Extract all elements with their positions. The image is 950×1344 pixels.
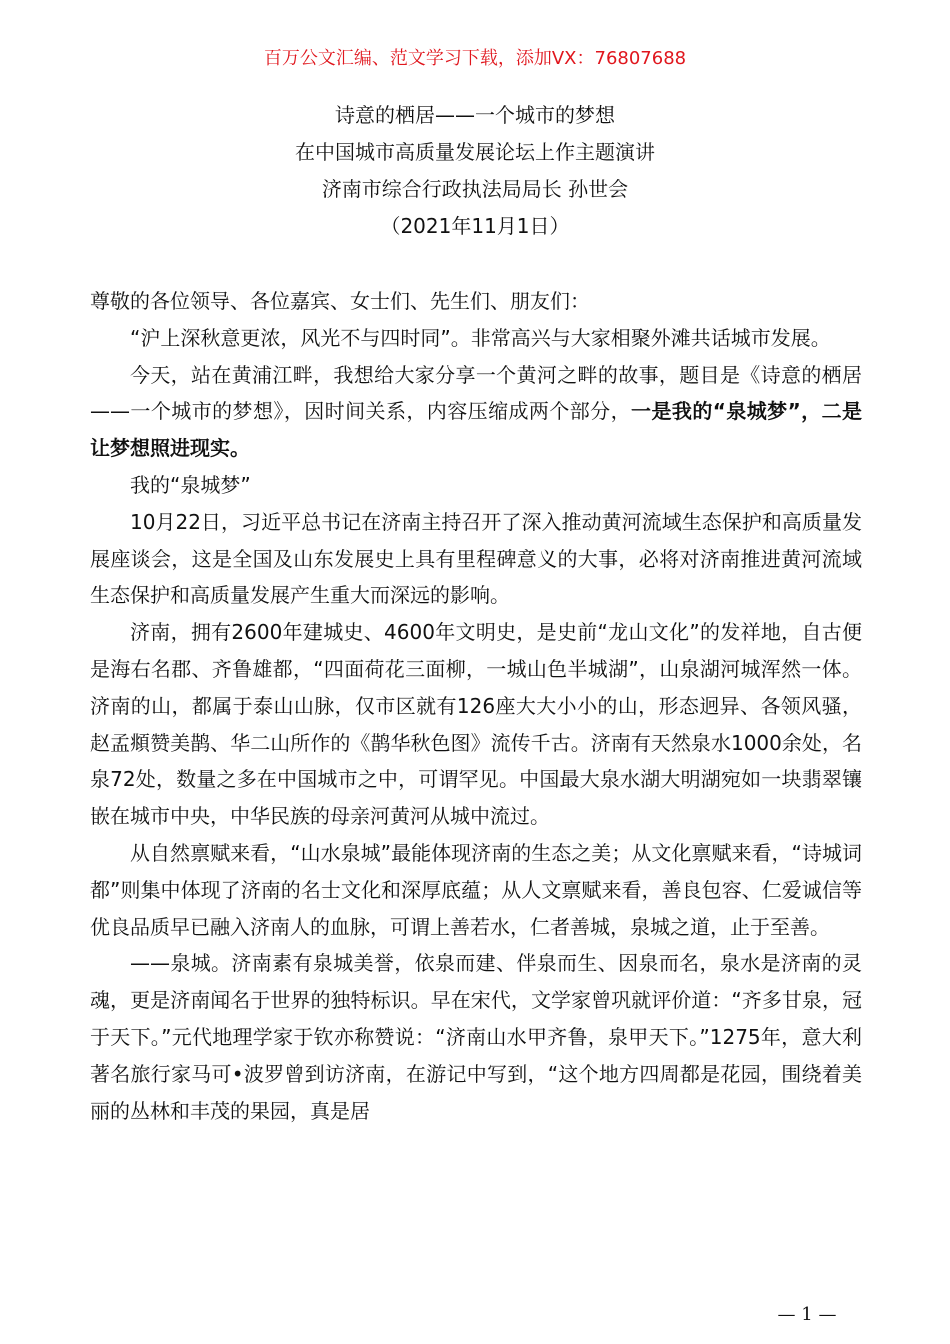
document-body — [90, 283, 862, 1129]
speech-date: （2021年11月1日） — [380, 214, 570, 238]
salutation: 尊敬的各位领导、各位嘉宾、女士们、先生们、朋友们： — [90, 289, 590, 313]
title-block — [0, 97, 950, 245]
paragraph-intro — [90, 357, 862, 467]
paragraph-opening: “沪上深秋意更浓，风光不与四时同”。非常高兴与大家相聚外滩共话城市发展。 — [130, 325, 831, 350]
section-heading: 我的“泉城梦” — [130, 472, 251, 497]
paragraph-jinan-history: 济南，拥有2600年建城史、4600年文明史，是史前“龙山文化”的发祥地，自古便是海右名郡、齐鲁雄都，“四面荷花三面柳，一城山色半城湖”，山泉湖河城浑然一体。济南的山，都属于泰山山脉，仅市区就有126座大大小小的山，形态迥异、各领风骚，赵孟頫赞美鹊、华二山所作的《鹊华秋色图》流传千古。济南有天然泉水1000余处，名泉72处，数量之多在中国城市之中，可谓罕见。中国最大泉水湖大明湖宛如一块翡翠镶嵌在城市中央，中华民族的母亲河黄河从城中流过。 — [90, 620, 862, 829]
paragraph-intro-bold: 一是我的“泉城梦”，二是让梦想照进现实。 — [90, 399, 863, 461]
paragraph-spring-city: ——泉城。济南素有泉城美誉，依泉而建、伴泉而生、因泉而名，泉水是济南的灵魂，更是济南闻名于世界的独特标识。早在宋代，文学家曾巩就评价道：“齐多甘泉，冠于天下。”元代地理学家于钦亦称赞说：“济南山水甲齐鲁，泉甲天下。”1275年，意大利著名旅行家马可•波罗曾到访济南，在游记中写到，“这个地方四周都是花园，围绕着美丽的丛林和丰茂的果园，真是居 — [90, 951, 862, 1123]
paragraph-intro-text: 今天，站在黄浦江畔，我想给大家分享一个黄河之畔的故事，题目是《诗意的栖居——一个城市的梦想》，因时间关系，内容压缩成两个部分， — [90, 362, 862, 424]
paragraph-endowment: 从自然禀赋来看，“山水泉城”最能体现济南的生态之美；从文化禀赋来看，“诗城词都”则集中体现了济南的名士文化和深厚底蕴；从人文禀赋来看，善良包容、仁爱诚信等优良品质早已融入济南人的血脉，可谓上善若水，仁者善城，泉城之道，止于至善。 — [90, 840, 862, 939]
page-number: — 1 — — [777, 1304, 837, 1325]
paragraph-symposium: 10月22日，习近平总书记在济南主持召开了深入推动黄河流域生态保护和高质量发展座谈会，这是全国及山东发展史上具有里程碑意义的大事，必将对济南推进黄河流域生态保护和高质量发展产生重大而深远的影响。 — [90, 509, 862, 608]
watermark-banner: 百万公文汇编、范文学习下载，添加VX：76807688 — [263, 48, 687, 69]
speech-title: 诗意的栖居——一个城市的梦想 — [335, 103, 615, 127]
speaker-line: 济南市综合行政执法局局长 孙世会 — [321, 177, 629, 201]
speech-subtitle: 在中国城市高质量发展论坛上作主题演讲 — [295, 140, 655, 164]
